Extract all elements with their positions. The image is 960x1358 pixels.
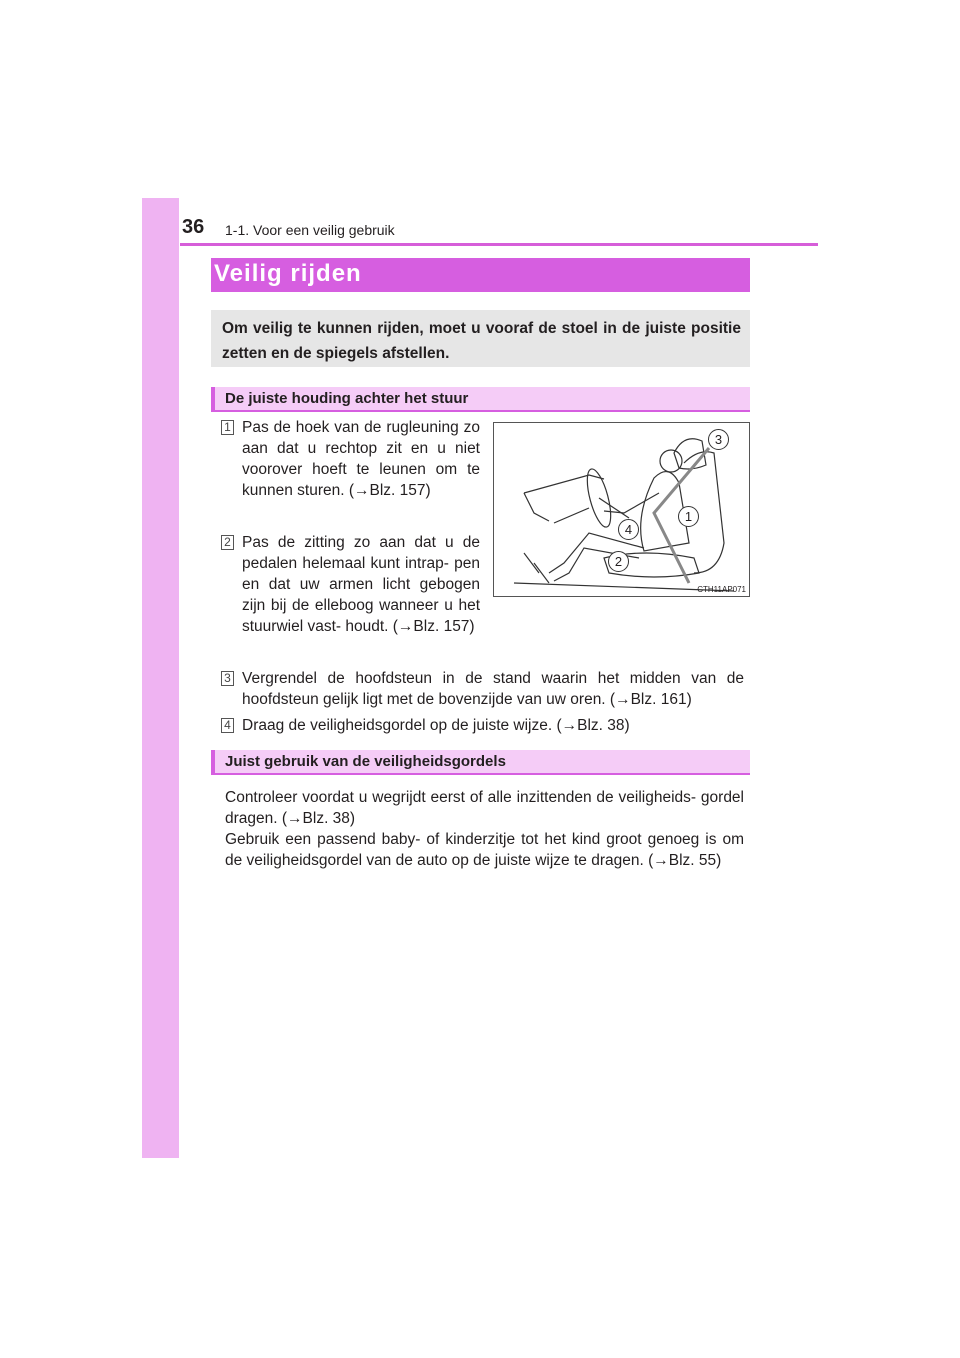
driving-posture-illustration — [493, 422, 750, 597]
item-text-4: Draag de veiligheidsgordel op de juiste wijze. (→Blz. 38) — [242, 717, 630, 734]
callout-3: 3 — [708, 429, 729, 450]
chapter-title: 1-1. Voor een veilig gebruik — [225, 222, 395, 238]
item-number-2: 2 — [221, 535, 234, 550]
callout-4: 4 — [618, 519, 639, 540]
intro-text: Om veilig te kunnen rijden, moet u vooraf de stoel in de juiste positie zetten en de spiegels afstellen. — [222, 320, 741, 362]
callout-2: 2 — [608, 551, 629, 572]
item-text-2: Pas de zitting zo aan dat u de pedalen helemaal kunt intrap- pen en dat uw armen licht gebogen zijn bij de elleboog wanneer u het stuurwiel vast- houdt. (→Blz. 157) — [242, 534, 480, 635]
page-title: Veilig rijden — [214, 260, 362, 287]
subsection-heading-text: Juist gebruik van de veiligheidsgordels — [225, 753, 506, 770]
item-text-3: Vergrendel de hoofdsteun in de stand waarin het midden van de hoofdsteun gelijk ligt met de bovenzijde van uw oren. (→Blz. 161) — [242, 670, 744, 708]
subsection-heading-posture — [211, 387, 750, 412]
subsection-heading-seatbelts — [211, 750, 750, 775]
intro-box — [211, 310, 750, 367]
callout-1: 1 — [678, 506, 699, 527]
figure-code: CTH11AP071 — [697, 585, 746, 594]
seatbelt-paragraph-1: Controleer voordat u wegrijdt eerst of alle inzittenden de veiligheids- gordel dragen. (→Blz. 38) — [225, 789, 744, 827]
subsection-heading-text: De juiste houding achter het stuur — [225, 390, 469, 407]
item-text-1: Pas de hoek van de rugleuning zo aan dat u rechtop zit en u niet voorover hoeft te leunen om te kunnen sturen. (→Blz. 157) — [242, 419, 480, 499]
page-number: 36 — [182, 216, 205, 238]
chapter-side-tab — [142, 198, 179, 1158]
header-rule — [180, 243, 818, 246]
seatbelt-paragraph-2: Gebruik een passend baby- of kinderzitje tot het kind groot genoeg is om de veiligheidsgordel van de auto op de juiste wijze te dragen. (→Blz. 55) — [225, 831, 744, 869]
section-title-bar — [211, 258, 750, 292]
item-number-3: 3 — [221, 671, 234, 686]
item-number-1: 1 — [221, 420, 234, 435]
item-number-4: 4 — [221, 718, 234, 733]
